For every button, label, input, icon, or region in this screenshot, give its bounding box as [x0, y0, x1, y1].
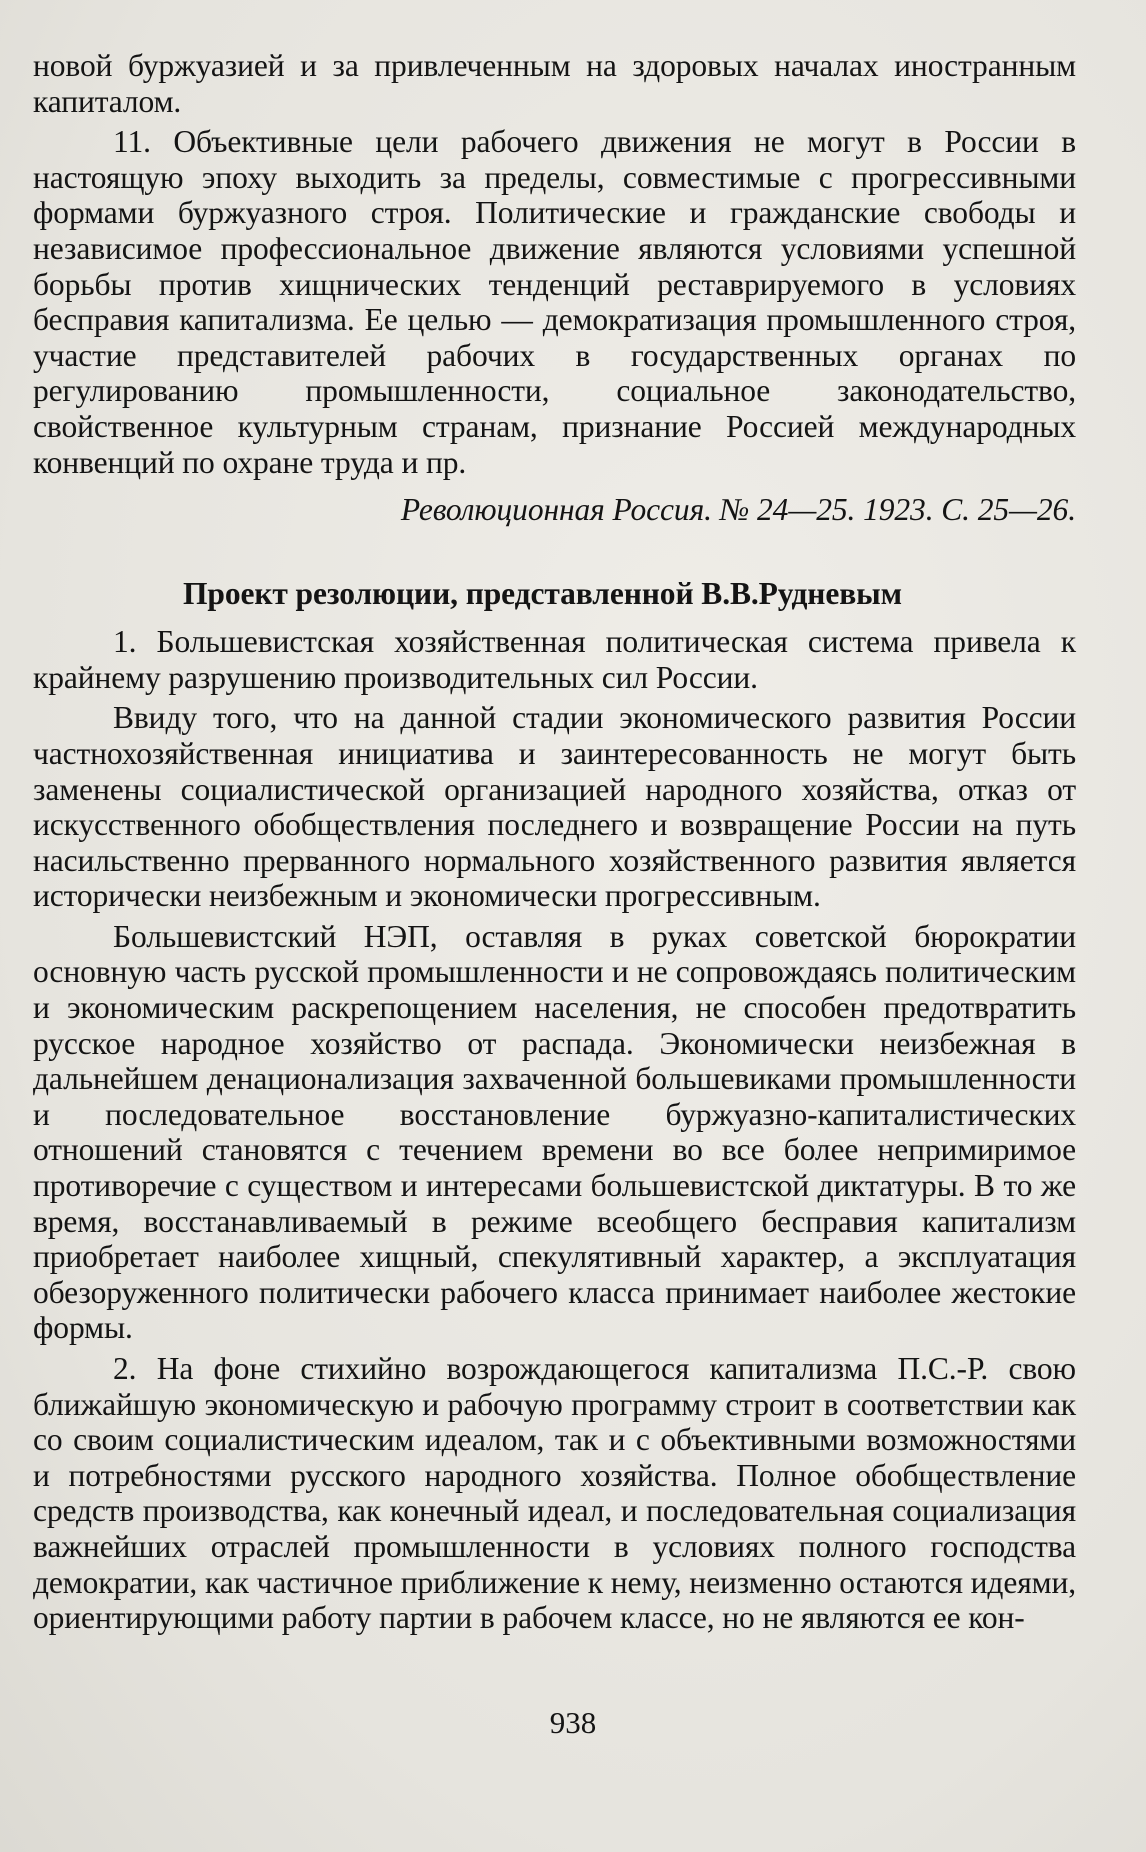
- paragraph-point-1: 1. Большевистская хозяйственная политическая система привела к крайнему разрушению производительных сил России.: [33, 624, 1076, 695]
- source-citation: Революционная Россия. № 24—25. 1923. С. 25—26.: [400, 492, 1076, 528]
- paragraph-initiative: Ввиду того, что на данной стадии экономического развития России частнохозяйственная инициатива и заинтересованность не могут быть заменены социалистической организацией народного хозяйства, отказ от искусственного обобществления последнего и возвращение России на путь насильственно прерванного нормального хозяйственного развития является исторически неизбежным и экономически прогрессивным.: [33, 700, 1076, 914]
- paragraph-point-11: 11. Объективные цели рабочего движения не могут в России в настоящую эпоху выходить за пределы, совместимые с прогрессивными формами буржуазного строя. Политические и гражданские свободы и независимое профессиональное движение являются условиями успешной борьбы против хищнических тенденций реставрируемого в условиях бесправия капитализма. Ее целью — демократизация промышленного строя, участие представителей рабочих в государственных органах по регулированию промышленности, социальное законодательство, свойственное культурным странам, признание Россией международных конвенций по охране труда и пр.: [33, 124, 1076, 480]
- paragraph-point-2: 2. На фоне стихийно возрождающегося капитализма П.С.-Р. свою ближайшую экономическую и рабочую программу строит в соответствии как со своим социалистическим идеалом, так и с объективными возможностями и потребностями русского народного хозяйства. Полное обобществление средств производства, как конечный идеал, и последовательная социализация важнейших отраслей промышленности в условиях полного господства демократии, как частичное приближение к нему, неизменно остаются идеями, ориентирующими работу партии в рабочем классе, но не являются ее кон-: [33, 1351, 1076, 1636]
- section-heading: Проект резолюции, представленной В.В.Рудневым: [183, 576, 902, 612]
- paragraph-nep: Большевистский НЭП, оставляя в руках советской бюрократии основную часть русской промышленности и не сопровождаясь политическим и экономическим раскрепощением населения, не способен предотвратить русское народное хозяйство от распада. Экономически неизбежная в дальнейшем денационализация захваченной большевиками промышленности и последовательное восстановление буржуазно-капиталистических отношений становятся с течением времени во все более непримиримое противоречие с существом и интересами большевистской диктатуры. В то же время, восстанавливаемый в режиме всеобщего бесправия капитализм приобретает наиболее хищный, спекулятивный характер, а эксплуатация обезоруженного политически рабочего класса принимает наиболее жестокие формы.: [33, 918, 1076, 1346]
- page-number: 938: [549, 1705, 597, 1740]
- paragraph-continuation: новой буржуазией и за привлеченным на здоровых началах иностранным капиталом.: [33, 48, 1076, 119]
- text-column: [33, 48, 1076, 1636]
